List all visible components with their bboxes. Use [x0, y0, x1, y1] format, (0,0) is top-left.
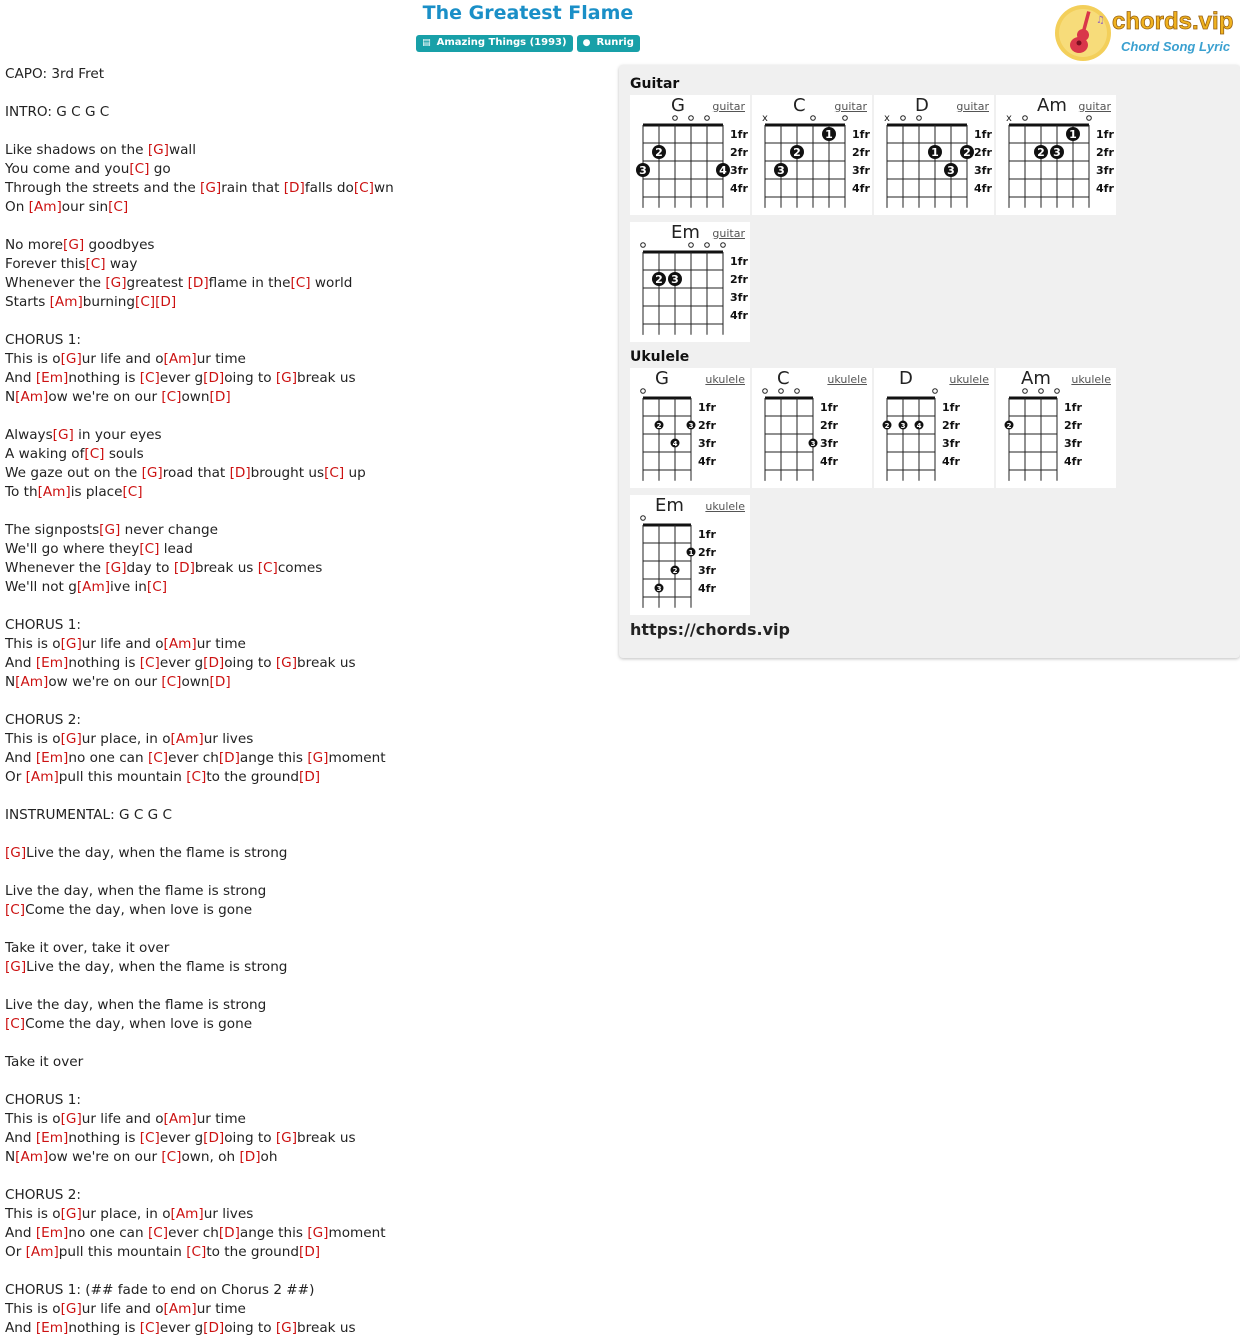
lyric-line: We'll not g[Am]ive in[C]	[5, 579, 168, 595]
fret-label: 3fr	[852, 164, 870, 177]
open-string-marker	[641, 243, 646, 248]
finger-number: 3	[671, 273, 679, 286]
fret-label: 1fr	[730, 255, 748, 268]
site-logo[interactable]	[1054, 3, 1240, 63]
logo-graphic	[1054, 3, 1240, 63]
lyric-line: Always[G] in your eyes	[5, 427, 162, 443]
finger-number: 1	[825, 128, 833, 141]
chord-link[interactable]: [Am]	[25, 769, 59, 785]
chord-link[interactable]: [D]	[299, 769, 321, 785]
finger-number: 4	[719, 164, 727, 177]
chord-link[interactable]: [D]	[187, 275, 209, 291]
chord-link[interactable]: [D]	[203, 655, 225, 671]
chord-link[interactable]: [C]	[186, 769, 207, 785]
lyric-line	[5, 920, 605, 939]
fretboard	[874, 95, 994, 215]
lyric-line	[5, 1034, 605, 1053]
chord-link[interactable]: [G]	[63, 237, 85, 253]
ukulele-chord-diagram-c[interactable]	[752, 368, 872, 488]
chord-link[interactable]: [G]	[60, 351, 82, 367]
lyric-line: Live the day, when the flame is strong	[5, 997, 267, 1013]
lyric-line: To th[Am]is place[C]	[5, 484, 143, 500]
fretboard	[630, 95, 750, 215]
lyric-line	[5, 692, 605, 711]
song-title: The Greatest Flame	[422, 2, 634, 24]
finger-number: 4	[672, 440, 678, 448]
open-string-marker	[811, 116, 816, 121]
lyric-line	[5, 1167, 605, 1186]
chord-link[interactable]: [Am]	[163, 1301, 197, 1317]
chord-link[interactable]: [C]	[5, 1016, 26, 1032]
finger-number: 2	[655, 273, 663, 286]
chord-link[interactable]: [Am]	[49, 294, 83, 310]
lyric-line	[5, 787, 605, 806]
lyric-line	[5, 1262, 605, 1281]
guitar-link[interactable]: guitar	[712, 227, 745, 240]
fret-label: 2fr	[698, 419, 716, 432]
chord-link[interactable]: [Am]	[170, 1206, 204, 1222]
lyric-line: INSTRUMENTAL: G C G C	[5, 807, 173, 823]
chord-link[interactable]: [G]	[60, 1301, 82, 1317]
fret-label: 1fr	[1096, 128, 1114, 141]
finger-number: 3	[777, 164, 785, 177]
chord-link[interactable]: [G]	[200, 180, 222, 196]
chord-link[interactable]: [Am]	[163, 636, 197, 652]
album-tag[interactable]	[416, 35, 572, 52]
chord-link[interactable]: [C]	[139, 541, 160, 557]
open-string-marker	[641, 516, 646, 521]
lyric-line: [C]Come the day, when love is gone	[5, 902, 253, 918]
chord-link[interactable]: [G]	[60, 731, 82, 747]
fret-label: 2fr	[730, 146, 748, 159]
finger-number: 2	[656, 422, 662, 430]
fret-label: 1fr	[1064, 401, 1082, 414]
chord-link[interactable]: [C]	[353, 180, 374, 196]
chord-link[interactable]: [G]	[105, 275, 127, 291]
chord-link[interactable]: [G]	[275, 1320, 298, 1336]
chord-link[interactable]: [Am]	[170, 731, 204, 747]
chord-link[interactable]: [D]	[283, 180, 305, 196]
fret-label: 4fr	[1096, 182, 1114, 195]
lyric-line: The signposts[G] never change	[5, 522, 218, 538]
chord-link[interactable]: [C]	[135, 294, 156, 310]
chord-link[interactable]: [C]	[108, 199, 129, 215]
guitar-link[interactable]: guitar	[1078, 100, 1111, 113]
guitar-chord-diagram-g[interactable]	[630, 95, 750, 215]
chord-link[interactable]: [G]	[307, 750, 329, 766]
finger-number: 2	[655, 146, 663, 159]
lyric-line: And [Em]no one can [C]ever ch[D]ange this [G]moment	[5, 750, 386, 766]
chord-link[interactable]: [G]	[307, 1225, 329, 1241]
muted-string-marker: x	[1006, 113, 1012, 124]
chord-name: Em	[655, 495, 684, 516]
finger-number: 3	[810, 440, 816, 448]
finger-number: 4	[916, 422, 922, 430]
lyric-line: And [Em]no one can [C]ever ch[D]ange this [G]moment	[5, 1225, 386, 1241]
fretboard	[752, 368, 872, 488]
lyric-line	[5, 502, 605, 521]
lyric-line: A waking of[C] souls	[5, 446, 144, 462]
fret-label: 2fr	[852, 146, 870, 159]
chord-link[interactable]: [Em]	[35, 655, 69, 671]
chord-link[interactable]: [C]	[161, 389, 182, 405]
album-label: Amazing Things (1993)	[436, 37, 567, 48]
guitar-link[interactable]: guitar	[834, 100, 867, 113]
open-string-marker	[795, 389, 800, 394]
finger-number: 3	[900, 422, 906, 430]
lyric-line: CHORUS 1:	[5, 617, 81, 633]
chord-link[interactable]: [D]	[239, 1149, 261, 1165]
ukulele-link[interactable]: ukulele	[949, 373, 989, 386]
chord-link[interactable]: [G]	[105, 560, 127, 576]
finger-number: 2	[1037, 146, 1045, 159]
finger-number: 3	[947, 164, 955, 177]
chord-link[interactable]: [Em]	[35, 1130, 69, 1146]
lyric-line: Like shadows on the [G]wall	[5, 142, 196, 158]
chord-link[interactable]: [G]	[5, 845, 27, 861]
lyric-line: N[Am]ow we're on our [C]own, oh [D]oh	[5, 1149, 278, 1165]
chord-link[interactable]: [Em]	[35, 1320, 69, 1336]
lyric-line: Live the day, when the flame is strong	[5, 883, 267, 899]
lyric-line: This is o[G]ur place, in o[Am]ur lives	[5, 731, 254, 747]
open-string-marker	[1055, 389, 1060, 394]
fret-label: 3fr	[942, 437, 960, 450]
lyric-line	[5, 977, 605, 996]
ukulele-section-title: Ukulele	[630, 349, 690, 365]
lyric-line	[5, 407, 605, 426]
chord-link[interactable]: [G]	[60, 636, 82, 652]
fret-label: 1fr	[852, 128, 870, 141]
open-string-marker	[933, 389, 938, 394]
lyric-line	[5, 863, 605, 882]
lyric-line: Take it over, take it over	[5, 940, 170, 956]
song-tags	[0, 35, 1056, 52]
fret-label: 4fr	[942, 455, 960, 468]
muted-string-marker: x	[884, 113, 890, 124]
chord-link[interactable]: [G]	[60, 1206, 82, 1222]
chord-link[interactable]: [D]	[203, 1130, 225, 1146]
chord-link[interactable]: [C]	[139, 1320, 160, 1336]
chord-link[interactable]: [G]	[5, 959, 27, 975]
lyric-line	[5, 597, 605, 616]
chord-link[interactable]: [D]	[299, 1244, 321, 1260]
lyric-line: On [Am]our sin[C]	[5, 199, 129, 215]
lyric-line	[5, 312, 605, 331]
chord-name: G	[671, 95, 685, 116]
chord-link[interactable]: [C]	[147, 1225, 169, 1241]
chord-link[interactable]: [G]	[147, 142, 169, 158]
fret-label: 4fr	[730, 309, 748, 322]
fret-label: 2fr	[1064, 419, 1082, 432]
lyric-line: CHORUS 2:	[5, 1187, 81, 1203]
chord-name: C	[793, 95, 806, 116]
chord-link[interactable]: [Am]	[25, 1244, 59, 1260]
lyric-line: Starts [Am]burning[C][D]	[5, 294, 177, 310]
chord-link[interactable]: [Em]	[35, 370, 69, 386]
finger-number: 1	[931, 146, 939, 159]
finger-number: 1	[688, 549, 694, 557]
chord-link[interactable]: [G]	[99, 522, 121, 538]
chord-link[interactable]: [C]	[139, 370, 160, 386]
guitar-link[interactable]: guitar	[956, 100, 989, 113]
ukulele-link[interactable]: ukulele	[827, 373, 867, 386]
chord-link[interactable]: [C]	[161, 1149, 182, 1165]
lyric-line: [G]Live the day, when the flame is strong	[5, 845, 288, 861]
guitar-chord-diagram-c[interactable]	[752, 95, 872, 215]
finger-number: 3	[656, 585, 662, 593]
chord-link[interactable]: [C]	[129, 161, 150, 177]
chord-link[interactable]: [D]	[203, 1320, 225, 1336]
chord-link[interactable]: [C]	[147, 750, 169, 766]
lyric-line: CHORUS 1:	[5, 332, 81, 348]
lyric-line: This is o[G]ur life and o[Am]ur time	[5, 351, 246, 367]
fret-label: 3fr	[730, 291, 748, 304]
lyric-line: We gaze out on the [G]road that [D]brought us[C] up	[5, 465, 366, 481]
lyric-line: Whenever the [G]day to [D]break us [C]comes	[5, 560, 323, 576]
finger-number: 3	[688, 422, 694, 430]
ukulele-chord-diagram-g[interactable]	[630, 368, 750, 488]
lyric-line	[5, 122, 605, 141]
ukulele-chord-diagram-em[interactable]	[630, 495, 750, 615]
open-string-marker	[689, 243, 694, 248]
fret-label: 2fr	[698, 546, 716, 559]
fret-label: 2fr	[974, 146, 992, 159]
chord-link[interactable]: [Am]	[15, 389, 49, 405]
chord-link[interactable]: [C]	[139, 1130, 160, 1146]
artist-label: Runrig	[596, 37, 634, 48]
lyric-line	[5, 217, 605, 236]
lyric-line: CHORUS 2:	[5, 712, 81, 728]
chord-link[interactable]: [G]	[141, 465, 163, 481]
chord-link[interactable]: [G]	[275, 370, 298, 386]
fret-label: 1fr	[698, 528, 716, 541]
chord-link[interactable]: [C]	[5, 902, 26, 918]
lyric-line: And [Em]nothing is [C]ever g[D]oing to [G]break us	[5, 1130, 356, 1146]
lyric-line: This is o[G]ur place, in o[Am]ur lives	[5, 1206, 254, 1222]
lyric-line: [G]Live the day, when the flame is strong	[5, 959, 288, 975]
chord-link[interactable]: [Am]	[15, 1149, 49, 1165]
lyric-line: No more[G] goodbyes	[5, 237, 155, 253]
fret-label: 3fr	[730, 164, 748, 177]
fretboard	[752, 95, 872, 215]
chord-link[interactable]: [Em]	[35, 1225, 69, 1241]
lyric-line	[5, 825, 605, 844]
finger-number: 2	[1006, 422, 1012, 430]
chord-link[interactable]: [C]	[85, 256, 106, 272]
fret-label: 2fr	[730, 273, 748, 286]
lyric-line: N[Am]ow we're on our [C]own[D]	[5, 389, 231, 405]
open-string-marker	[843, 116, 848, 121]
finger-number: 1	[1069, 128, 1077, 141]
chord-link[interactable]: [Em]	[35, 750, 69, 766]
lyric-line: CHORUS 1: (## fade to end on Chorus 2 ##)	[5, 1282, 315, 1298]
fretboard	[874, 368, 994, 488]
guitar-section-title: Guitar	[630, 76, 680, 92]
chord-link[interactable]: [C]	[324, 465, 345, 481]
chord-name: Em	[671, 222, 700, 243]
finger-number: 3	[639, 164, 647, 177]
chord-link[interactable]: [C]	[84, 446, 105, 462]
chord-name: G	[655, 368, 669, 389]
chord-link[interactable]: [C]	[122, 484, 143, 500]
album-icon: ▤	[422, 38, 431, 48]
lyric-line: Take it over	[5, 1054, 84, 1070]
lyric-line: INTRO: G C G C	[5, 104, 110, 120]
chord-name: D	[899, 368, 913, 389]
lyric-line: And [Em]nothing is [C]ever g[D]oing to [G]break us	[5, 370, 356, 386]
lyric-line: CAPO: 3rd Fret	[5, 66, 105, 82]
chord-link[interactable]: [Am]	[163, 351, 197, 367]
lyric-line: Or [Am]pull this mountain [C]to the ground[D]	[5, 1244, 321, 1260]
lyric-line	[5, 84, 605, 103]
chord-link[interactable]: [C]	[186, 1244, 207, 1260]
lyric-line: N[Am]ow we're on our [C]own[D]	[5, 674, 231, 690]
open-string-marker	[779, 389, 784, 394]
lyric-line: This is o[G]ur life and o[Am]ur time	[5, 1111, 246, 1127]
chord-link[interactable]: [D]	[203, 370, 225, 386]
ukulele-link[interactable]: ukulele	[705, 500, 745, 513]
lyric-line: This is o[G]ur life and o[Am]ur time	[5, 636, 246, 652]
chord-link[interactable]: [D]	[155, 294, 177, 310]
guitar-chord-diagram-d[interactable]	[874, 95, 994, 215]
lyrics-block	[5, 65, 605, 1338]
chord-link[interactable]: [C]	[161, 674, 182, 690]
svg-text:♫: ♫	[1096, 15, 1105, 26]
lyric-line: Whenever the [G]greatest [D]flame in the[C] world	[5, 275, 353, 291]
lyric-line: You come and you[C] go	[5, 161, 171, 177]
site-url[interactable]: https://chords.vip	[630, 620, 790, 639]
lyric-line: Or [Am]pull this mountain [C]to the ground[D]	[5, 769, 321, 785]
fret-label: 4fr	[698, 455, 716, 468]
open-string-marker	[1023, 116, 1028, 121]
chord-link[interactable]: [Am]	[15, 674, 49, 690]
fretboard	[630, 495, 750, 615]
fret-label: 4fr	[698, 582, 716, 595]
chord-link[interactable]: [G]	[60, 1111, 82, 1127]
lyric-line: [C]Come the day, when love is gone	[5, 1016, 253, 1032]
open-string-marker	[1039, 389, 1044, 394]
fret-label: 3fr	[1064, 437, 1082, 450]
finger-number: 2	[884, 422, 890, 430]
open-string-marker	[705, 243, 710, 248]
open-string-marker	[705, 116, 710, 121]
fret-label: 3fr	[1096, 164, 1114, 177]
chord-link[interactable]: [C]	[257, 560, 278, 576]
open-string-marker	[641, 389, 646, 394]
fretboard	[630, 368, 750, 488]
guitar-chord-diagram-em[interactable]	[630, 222, 750, 342]
finger-number: 2	[963, 146, 971, 159]
lyric-line: This is o[G]ur life and o[Am]ur time	[5, 1301, 246, 1317]
chord-link[interactable]: [D]	[173, 560, 195, 576]
fret-label: 1fr	[974, 128, 992, 141]
chord-link[interactable]: [Am]	[76, 579, 110, 595]
fret-label: 3fr	[698, 437, 716, 450]
chord-link[interactable]: [D]	[218, 1225, 240, 1241]
chord-link[interactable]: [G]	[52, 427, 74, 443]
chord-link[interactable]: [C]	[146, 579, 168, 595]
fret-label: 4fr	[820, 455, 838, 468]
fret-label: 4fr	[730, 182, 748, 195]
chord-link[interactable]: [G]	[275, 655, 298, 671]
fret-label: 2fr	[1096, 146, 1114, 159]
fret-label: 4fr	[974, 182, 992, 195]
fret-label: 1fr	[942, 401, 960, 414]
lyric-line: We'll go where they[C] lead	[5, 541, 193, 557]
chord-link[interactable]: [Am]	[28, 199, 62, 215]
fret-label: 4fr	[1064, 455, 1082, 468]
chord-name: D	[915, 95, 929, 116]
chord-link[interactable]: [D]	[209, 389, 231, 405]
chord-link[interactable]: [D]	[218, 750, 240, 766]
user-icon: ●	[582, 38, 591, 48]
lyric-line: CHORUS 1:	[5, 1092, 81, 1108]
fret-label: 3fr	[974, 164, 992, 177]
chord-link[interactable]: [C]	[290, 275, 311, 291]
ukulele-chord-diagram-am[interactable]	[996, 368, 1116, 488]
guitar-link[interactable]: guitar	[712, 100, 745, 113]
chord-link[interactable]: [D]	[209, 674, 231, 690]
finger-number: 3	[1053, 146, 1061, 159]
open-string-marker	[689, 116, 694, 121]
fret-label: 3fr	[820, 437, 838, 450]
open-string-marker	[763, 389, 768, 394]
logo-subtext: Chord Song Lyric	[1121, 39, 1231, 54]
fret-label: 2fr	[820, 419, 838, 432]
ukulele-link[interactable]: ukulele	[1071, 373, 1111, 386]
chord-panel	[619, 65, 1240, 658]
lyric-line	[5, 1072, 605, 1091]
fret-label: 1fr	[820, 401, 838, 414]
artist-tag[interactable]	[577, 35, 640, 52]
chord-name: C	[777, 368, 790, 389]
lyric-line: Through the streets and the [G]rain that [D]falls do[C]wn	[5, 180, 394, 196]
open-string-marker	[721, 243, 726, 248]
finger-number: 2	[793, 146, 801, 159]
fret-label: 1fr	[730, 128, 748, 141]
open-string-marker	[901, 116, 906, 121]
chord-name: Am	[1037, 95, 1067, 116]
ukulele-chord-diagram-d[interactable]	[874, 368, 994, 488]
ukulele-link[interactable]: ukulele	[705, 373, 745, 386]
chord-link[interactable]: [Am]	[163, 1111, 197, 1127]
lyric-line: And [Em]nothing is [C]ever g[D]oing to [G]break us	[5, 1320, 356, 1336]
finger-number: 2	[672, 567, 678, 575]
fret-label: 3fr	[698, 564, 716, 577]
chord-link[interactable]: [Am]	[37, 484, 71, 500]
fret-label: 4fr	[852, 182, 870, 195]
lyric-line: And [Em]nothing is [C]ever g[D]oing to [G]break us	[5, 655, 356, 671]
muted-string-marker: x	[762, 113, 768, 124]
fret-label: 2fr	[942, 419, 960, 432]
fret-label: 1fr	[698, 401, 716, 414]
chord-link[interactable]: [G]	[275, 1130, 298, 1146]
chord-link[interactable]: [D]	[229, 465, 251, 481]
guitar-chord-diagram-am[interactable]	[996, 95, 1116, 215]
chord-link[interactable]: [C]	[139, 655, 160, 671]
logo-text: chords.vip	[1112, 8, 1234, 35]
open-string-marker	[1023, 389, 1028, 394]
open-string-marker	[917, 116, 922, 121]
open-string-marker	[673, 116, 678, 121]
fretboard	[996, 368, 1116, 488]
chord-name: Am	[1021, 368, 1051, 389]
lyric-line: Forever this[C] way	[5, 256, 138, 272]
open-string-marker	[1087, 116, 1092, 121]
